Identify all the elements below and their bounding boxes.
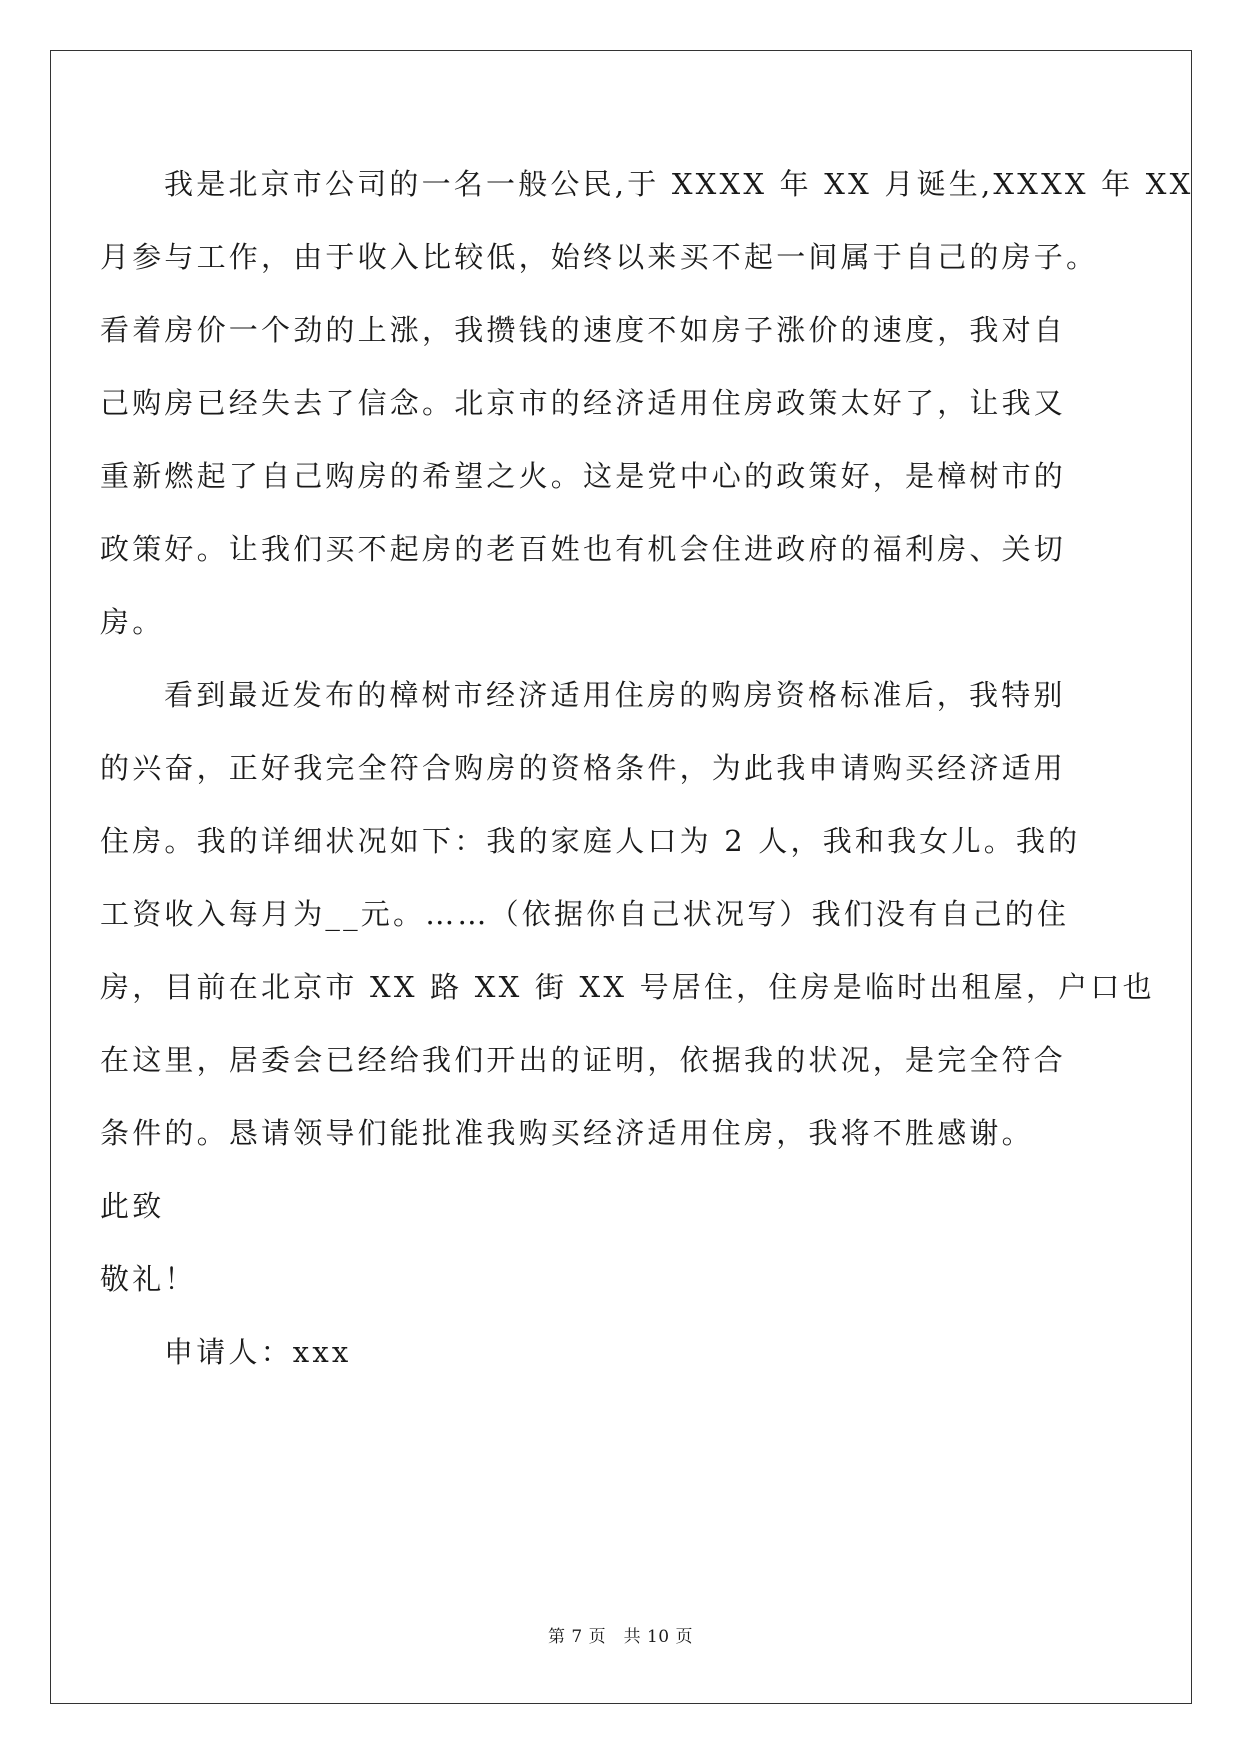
paragraph-2-line-4: 工资收入每月为__元。……（依据你自己状况写）我们没有自己的住 [100,897,1070,931]
page-number-footer: 第 7 页 共 10 页 [547,1627,694,1647]
paragraph-2-line-3: 住房。我的详细状况如下：我的家庭人口为 2 人，我和我女儿。我的 [100,824,1081,858]
paragraph-2-line-2: 的兴奋，正好我完全符合购房的资格条件，为此我申请购买经济适用 [100,751,1067,785]
paragraph-1-line-1: 我是北京市公司的一名一般公民,于 XXXX 年 XX 月诞生,XXXX 年 XX [164,167,1194,201]
paragraph-1-line-3: 看着房价一个劲的上涨，我攒钱的速度不如房子涨价的速度，我对自 [100,313,1067,347]
applicant-signature: 申请人：xxx [164,1335,352,1369]
paragraph-1-line-7: 房。 [100,605,165,639]
closing-salutation: 此致 [100,1189,165,1223]
paragraph-1-line-6: 政策好。让我们买不起房的老百姓也有机会住进政府的福利房、关切 [100,532,1067,566]
paragraph-1-line-5: 重新燃起了自己购房的希望之火。这是党中心的政策好，是樟树市的 [100,459,1067,493]
page-frame [50,50,1192,1704]
paragraph-2-line-5: 房，目前在北京市 XX 路 XX 街 XX 号居住，住房是临时出租屋，户口也 [100,970,1155,1004]
paragraph-2-line-6: 在这里，居委会已经给我们开出的证明，依据我的状况，是完全符合 [100,1043,1067,1077]
closing-regards: 敬礼！ [100,1262,197,1296]
paragraph-2-line-1: 看到最近发布的樟树市经济适用住房的购房资格标准后，我特别 [164,678,1066,712]
paragraph-1-line-4: 己购房已经失去了信念。北京市的经济适用住房政策太好了，让我又 [100,386,1067,420]
paragraph-1-line-2: 月参与工作，由于收入比较低，始终以来买不起一间属于自己的房子。 [100,240,1099,274]
paragraph-2-line-7: 条件的。恳请领导们能批准我购买经济适用住房，我将不胜感谢。 [100,1116,1034,1150]
